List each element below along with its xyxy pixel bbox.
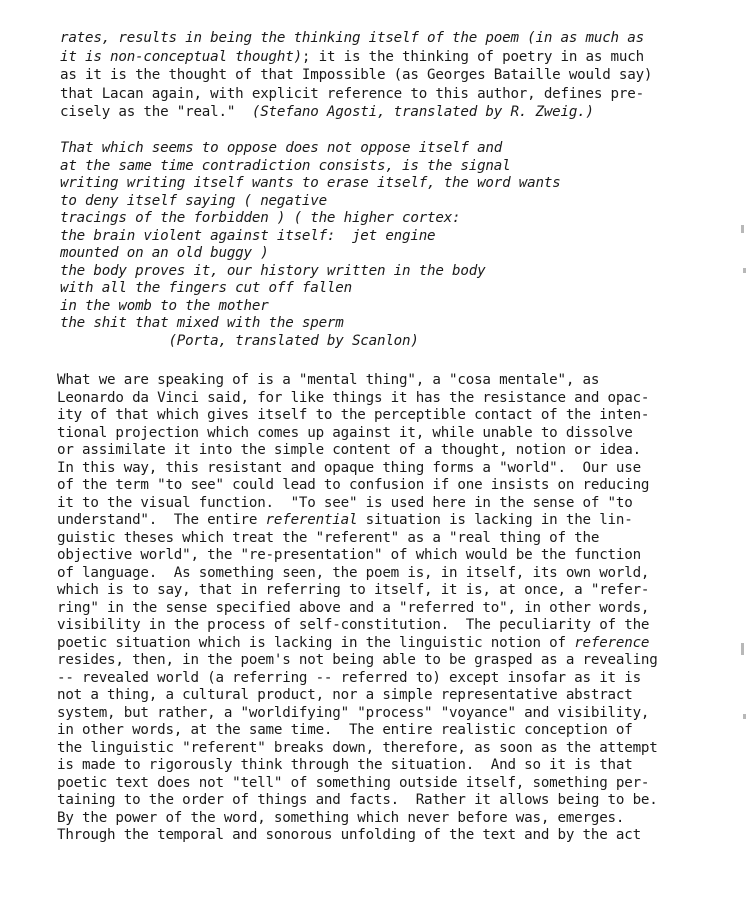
body-line	[57, 722, 633, 739]
text-run: is made to rigorously think through the situation. And so it is that	[57, 757, 633, 773]
body-line	[57, 442, 641, 459]
text-run: not a thing, a cultural product, nor a simple representative abstract	[57, 687, 633, 703]
text-run: the linguistic "referent" breaks down, therefore, as soon as the attempt	[57, 739, 658, 756]
text-run: What we are speaking of is a "mental thing", a "cosa mentale", as	[57, 372, 600, 388]
margin-mark	[741, 643, 744, 655]
text-run: system, but rather, a "worldifying" "process" "voyance" and visibility,	[57, 704, 650, 721]
margin-mark	[743, 714, 746, 719]
text-run: ity of that which gives itself to the perceptible contact of the inten-	[57, 407, 650, 423]
text-run: that Lacan again, with explicit reference to this author, defines pre-	[60, 85, 644, 102]
text-run: of the term "to see" could lead to confusion if one insists on reducing	[57, 477, 650, 493]
text-run: it to the visual function. "To see" is used here in the sense of "to	[57, 494, 633, 511]
text-run: visibility in the process of self-constitution. The peculiarity of the	[57, 617, 650, 633]
body-line	[57, 705, 649, 722]
body-line	[57, 582, 649, 599]
italic-text: rates, results in being the thinking itself of the poem (in as much as	[60, 30, 644, 46]
body-line	[57, 460, 641, 477]
body-line	[57, 652, 658, 669]
body-line	[57, 425, 633, 442]
text-run: By the power of the word, something which never before was, emerges.	[57, 809, 625, 826]
quotation-line	[60, 49, 644, 66]
body-line	[57, 390, 649, 407]
body-line	[57, 477, 649, 494]
text-run: situation is lacking in the lin-	[357, 512, 633, 528]
text-run: ; it is the thinking of poetry in as much	[301, 48, 644, 65]
body-line	[57, 792, 658, 809]
italic-text: reference	[574, 634, 650, 651]
text-run: which is to say, that in referring to itself, it is, at once, a "refer-	[57, 582, 650, 598]
poem-line: writing writing itself wants to erase itself, the word wants	[60, 175, 561, 191]
text-run: as it is the thought of that Impossible (as Georges Bataille would say)	[60, 67, 653, 84]
margin-mark	[743, 268, 746, 273]
poem-line: tracings of the forbidden ) ( the higher cortex:	[60, 210, 461, 226]
text-run: or assimilate it into the simple content of a thought, notion or idea.	[57, 442, 641, 458]
body-line	[57, 530, 599, 547]
poem-line: the body proves it, our history written in the body	[60, 262, 486, 279]
body-line	[57, 407, 649, 424]
text-run: poetic text does not "tell" of something outside itself, something per-	[57, 774, 650, 791]
body-line	[57, 512, 633, 529]
text-run: Leonardo da Vinci said, for like things it has the resistance and opac-	[57, 389, 650, 406]
text-run: in other words, at the same time. The entire realistic conception of	[57, 722, 633, 738]
body-line	[57, 757, 633, 774]
poem-line: (Porta, translated by Scanlon)	[60, 332, 419, 349]
body-line	[57, 775, 649, 792]
text-run: objective world", the "re-presentation" of which would be the function	[57, 547, 641, 563]
body-line	[57, 565, 649, 582]
body-line	[57, 372, 599, 389]
quotation-line	[60, 67, 652, 84]
body-line	[57, 810, 624, 827]
text-run: resides, then, in the poem's not being able to be grasped as a revealing	[57, 652, 658, 668]
poem-line: to deny itself saying ( negative	[60, 192, 327, 209]
body-line	[57, 617, 649, 634]
text-run: understand". The entire	[57, 512, 266, 528]
body-line	[57, 670, 641, 687]
body-line	[57, 547, 641, 564]
text-run: guistic theses which treat the "referent" as a "real thing of the	[57, 529, 600, 546]
text-run: ring" in the sense specified above and a "referred to", in other words,	[57, 599, 650, 616]
poem-line: the brain violent against itself: jet engine	[60, 227, 436, 244]
quotation-line	[60, 86, 644, 103]
italic-text: referential	[265, 512, 358, 528]
body-line	[57, 687, 633, 704]
body-line	[57, 635, 649, 652]
body-line	[57, 740, 658, 757]
poem-line: That which seems to oppose does not oppose itself and	[60, 140, 503, 156]
text-run: cisely as the "real."	[60, 104, 252, 121]
text-run: poetic situation which is lacking in the linguistic notion of	[57, 634, 575, 651]
italic-text: (Stefano Agosti, translated by R. Zweig.)	[251, 104, 594, 121]
text-run: -- revealed world (a referring -- referred to) except insofar as it is	[57, 669, 641, 686]
body-line	[57, 827, 641, 844]
poem-line: the shit that mixed with the sperm	[60, 315, 344, 331]
italic-text: it is non-conceptual thought)	[60, 48, 302, 65]
poem-line: at the same time contradiction consists, is the signal	[60, 157, 511, 174]
quotation-line	[60, 30, 644, 47]
body-line	[57, 600, 649, 617]
poem-line: with all the fingers cut off fallen	[60, 280, 352, 296]
quotation-line	[60, 104, 594, 121]
body-line	[57, 495, 633, 512]
margin-mark	[741, 225, 744, 233]
poem-line: mounted on an old buggy )	[60, 245, 269, 261]
poem-line: in the womb to the mother	[60, 297, 269, 314]
text-run: tional projection which comes up against it, while unable to dissolve	[57, 424, 633, 441]
text-run: Through the temporal and sonorous unfolding of the text and by the act	[57, 827, 641, 843]
text-run: In this way, this resistant and opaque thing forms a "world". Our use	[57, 459, 641, 476]
text-run: taining to the order of things and facts. Rather it allows being to be.	[57, 792, 658, 808]
text-run: of language. As something seen, the poem is, in itself, its own world,	[57, 564, 650, 581]
